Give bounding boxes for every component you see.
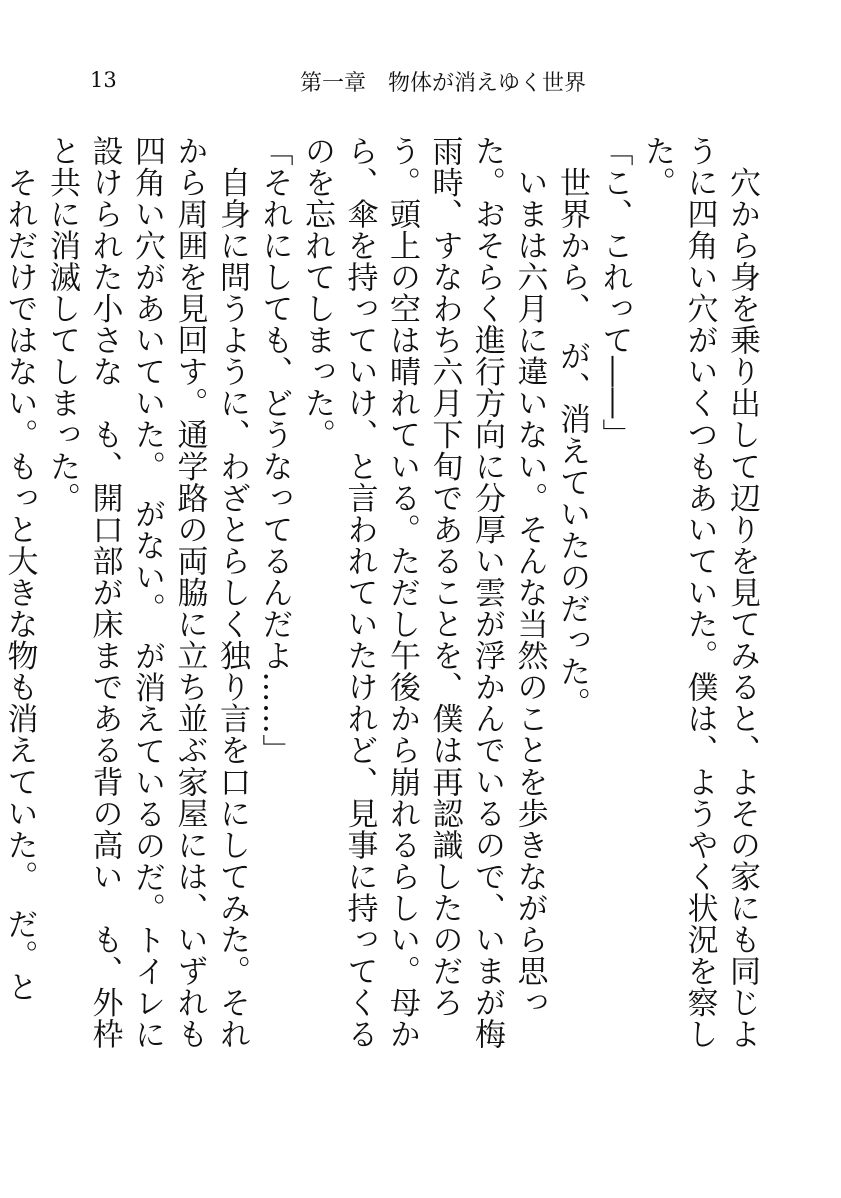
running-head-title: 第一章 物体が消えゆく世界	[300, 71, 587, 96]
paragraph: いまは六月に違いない。そんな当然のことを歩きながら思った。おそらく進行方向に分厚い雲が浮かんでいるので、いまが梅雨時、すなわち六月下旬であることを、僕は再認識したのだろう。頭上の空は晴れている。ただし午後から崩れるらしい。母から、傘を持っていけ、と言われていたけれど、見事に持ってくるのを忘れてしまった。	[299, 135, 548, 1050]
paragraph: 自身に問うように、わざとらしく独り言を口にしてみた。それから周囲を見回す。通学路の両脇に立ち並ぶ家屋には、いずれも四角い穴があいていた。 がない。 が消えているのだ。トイレに設けられた小さな も、開口部が床まである背の高い も、外枠と共に消滅してしまった。	[44, 135, 250, 1051]
paragraph: 穴から身を乗り出して辺りを見てみると、よその家にも同じように四角い穴がいくつもあいていた。僕は、ようやく状況を察した。	[639, 135, 760, 1050]
vertical-body-text	[0, 135, 763, 1055]
paragraph: 「それにしても、どうなってるんだよ……」	[256, 135, 293, 766]
paragraph: それだけではない。もっと大きな物も消えていた。 だ。と	[1, 166, 38, 1003]
page-number: 13	[90, 68, 117, 92]
paragraph: 世界から、 が、消えていたのだった。	[554, 135, 590, 719]
paragraph: 「こ、これって――」	[596, 135, 633, 451]
